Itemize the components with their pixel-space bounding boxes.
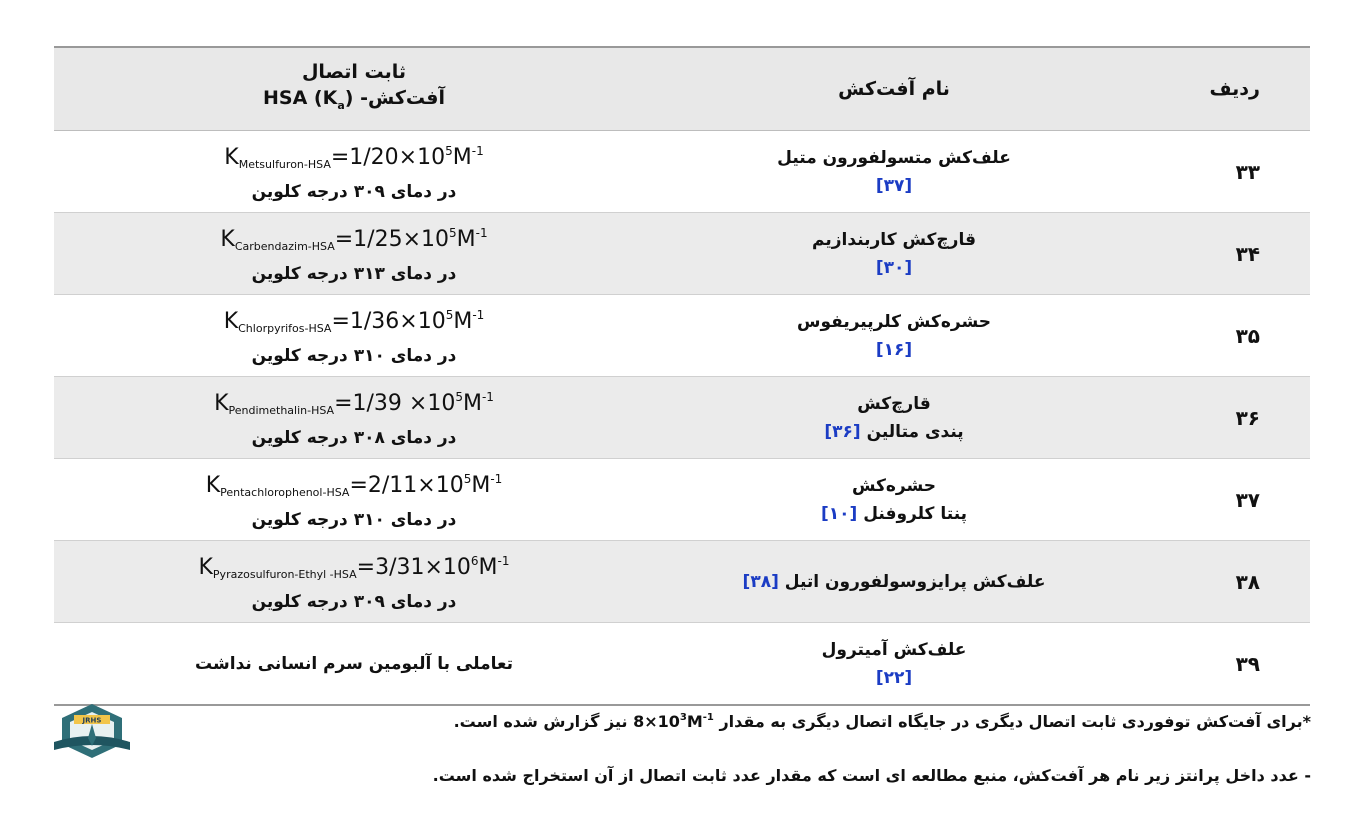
binding-constant-formula: $K_{Pendimethalin-HSA}=1/39 \times 10^5M^{-1}$ xyxy=(214,389,494,417)
cell-binding-constant xyxy=(54,623,654,704)
pesticide-name: حشره‌کش کلرپیریفوس xyxy=(796,311,992,332)
cell-row-number: ۳۷ xyxy=(1235,487,1260,512)
reference-link[interactable]: [۱۶] xyxy=(875,339,913,360)
journal-logo-icon xyxy=(48,700,136,762)
cell-pesticide-name xyxy=(654,541,1134,622)
footnote-1: *برای آفت‌کش توفوردی ثابت اتصال دیگری در جایگاه اتصال دیگری به مقدار $8\times 10^3M^{-1}$ نیز گزارش شده است. xyxy=(453,712,1311,731)
reference-link[interactable]: [۳۰] xyxy=(875,257,913,278)
cell-row-number: ۳۶ xyxy=(1235,405,1260,430)
pesticide-name: قارچ‌کش کاربندازیم xyxy=(812,229,976,250)
table-row xyxy=(54,213,1310,295)
pesticide-name: قارچ‌کش xyxy=(857,393,931,414)
cell-pesticide-name xyxy=(654,377,1134,458)
cell-binding-constant xyxy=(54,131,654,212)
cell-binding-constant xyxy=(54,541,654,622)
cell-row-number: ۳۸ xyxy=(1235,569,1260,594)
footnote-2: - عدد داخل پرانتز زیر نام هر آفت‌کش، منبع مطالعه ای است که مقدار عدد ثابت اتصال از آن استخراج شده است. xyxy=(432,766,1311,785)
header-constant-hsa: HSA $(K_a)$ xyxy=(263,87,354,112)
no-interaction-text: تعاملی با آلبومین سرم انسانی نداشت xyxy=(195,653,513,674)
pesticide-name: حشره‌کش xyxy=(851,475,937,496)
binding-constant-formula: $K_{Pyrazosulfuron-Ethyl -HSA}=3/31\times 10^6M^{-1}$ xyxy=(198,553,510,581)
table-row xyxy=(54,459,1310,541)
cell-binding-constant xyxy=(54,459,654,540)
temperature-text: در دمای ۳۰۹ درجه کلوین xyxy=(251,591,457,612)
reference-link[interactable]: [۱۰] xyxy=(820,503,858,524)
table-row xyxy=(54,541,1310,623)
reference-link[interactable]: [۲۲] xyxy=(875,667,913,688)
cell-row-number: ۳۵ xyxy=(1235,323,1260,348)
temperature-text: در دمای ۳۱۰ درجه کلوین xyxy=(251,345,457,366)
cell-binding-constant xyxy=(54,213,654,294)
cell-pesticide-name xyxy=(654,131,1134,212)
table-header-row xyxy=(54,48,1310,131)
cell-row-number: ۳۹ xyxy=(1235,651,1260,676)
pesticide-name: علف‌کش آمیترول xyxy=(821,639,967,660)
table-row xyxy=(54,377,1310,459)
header-name: نام آفت‌کش xyxy=(838,78,950,100)
svg-text:JRHS: JRHS xyxy=(82,716,102,725)
header-constant-line1: ثابت اتصال xyxy=(301,61,407,84)
reference-link[interactable]: [۳۸] xyxy=(742,571,779,592)
cell-pesticide-name xyxy=(654,213,1134,294)
binding-constant-formula: $K_{Carbendazim-HSA}=1/25\times 10^5M^{-1}$ xyxy=(220,225,488,253)
temperature-text: در دمای ۳۱۰ درجه کلوین xyxy=(251,509,457,530)
header-constant-line2 xyxy=(263,85,445,119)
binding-constant-formula: $K_{Metsulfuron-HSA}=1/20\times 10^5M^{-1}$ xyxy=(224,143,484,171)
header-binding-constant xyxy=(54,48,654,130)
pesticide-name: علف‌کش متسولفورون متیل xyxy=(777,147,1011,168)
table-row xyxy=(54,131,1310,213)
pesticide-name-2: پندی متالین [۳۶] xyxy=(824,421,964,442)
pesticide-name-2: پنتا کلروفنل [۱۰] xyxy=(820,503,968,524)
table-row xyxy=(54,295,1310,377)
reference-link[interactable]: [۳۷] xyxy=(875,175,913,196)
temperature-text: در دمای ۳۰۹ درجه کلوین xyxy=(251,181,457,202)
header-constant-prefix: آفت‌کش- xyxy=(360,87,445,110)
cell-pesticide-name xyxy=(654,459,1134,540)
pesticide-binding-table xyxy=(54,46,1310,706)
cell-binding-constant xyxy=(54,295,654,376)
cell-pesticide-name xyxy=(654,295,1134,376)
pesticide-name: علف‌کش پرایزوسولفورون اتیل [۳۸] xyxy=(742,571,1046,592)
binding-constant-formula: $K_{Pentachlorophenol-HSA}=2/11\times 10^5M^{-1}$ xyxy=(205,471,503,499)
temperature-text: در دمای ۳۰۸ درجه کلوین xyxy=(251,427,457,448)
header-number: ردیف xyxy=(1209,78,1260,100)
cell-row-number: ۳۳ xyxy=(1235,159,1260,184)
temperature-text: در دمای ۳۱۳ درجه کلوین xyxy=(251,263,457,284)
table-row xyxy=(54,623,1310,704)
cell-row-number: ۳۴ xyxy=(1235,241,1260,266)
reference-link[interactable]: [۳۶] xyxy=(824,421,861,442)
cell-pesticide-name xyxy=(654,623,1134,704)
cell-binding-constant xyxy=(54,377,654,458)
binding-constant-formula: $K_{Chlorpyrifos-HSA}=1/36\times 10^5M^{-1}$ xyxy=(223,307,485,335)
